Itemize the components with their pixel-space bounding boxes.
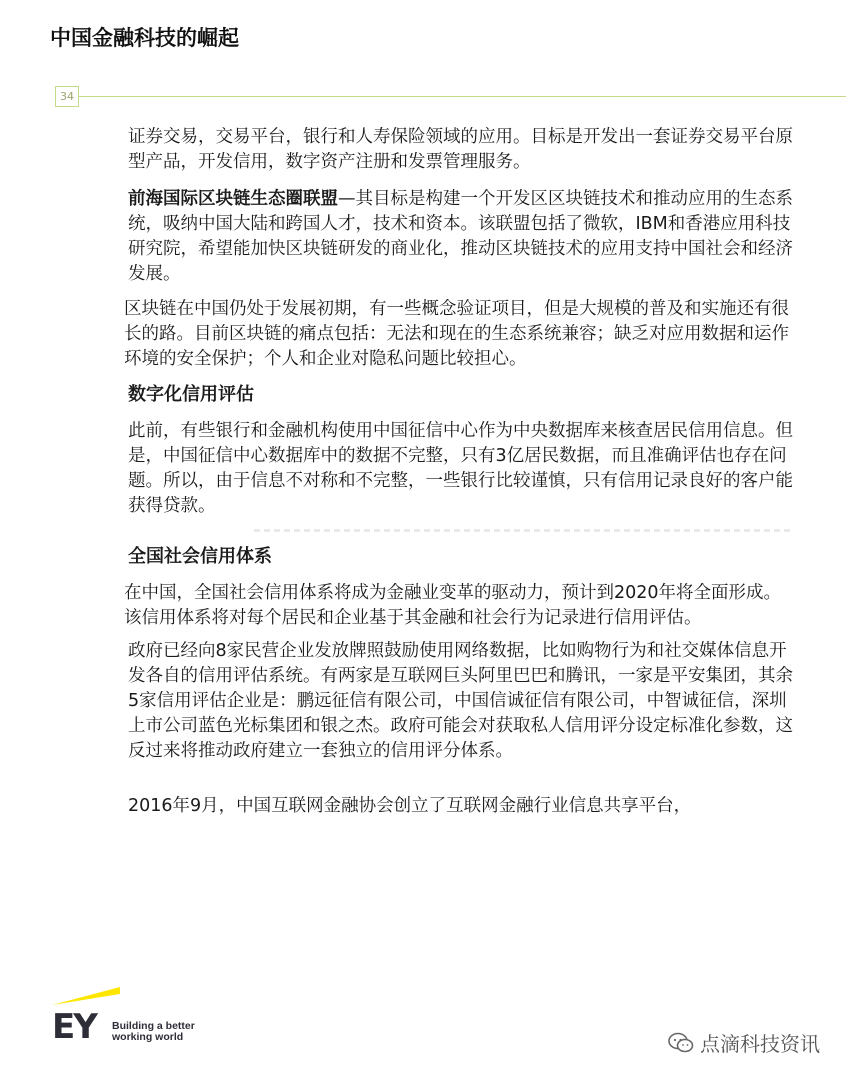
watermark-text: 点滴科技资讯 [700, 1032, 820, 1056]
faint-divider [254, 529, 794, 532]
header-divider [78, 96, 846, 97]
paragraph-credit-center: 此前，有些银行和金融机构使用中国征信中心作为中央数据库来核查居民信用信息。但是，中国征信中心数据库中的数据不完整，只有3亿居民数据，而且准确评估也存在问题。所以，由于信息不对称和不完整，一些银行比较谨慎，只有信用记录良好的客户能获得贷款。 [128, 421, 793, 516]
tagline-line-1: Building a better [112, 1020, 195, 1032]
page-header-title: 中国金融科技的崛起 [50, 26, 239, 50]
alliance-name: 前海国际区块链生态圈联盟 [128, 189, 338, 209]
paragraph-qianhai-alliance [124, 187, 794, 287]
heading-digital-credit: 数字化信用评估 [128, 384, 254, 405]
ey-tagline [112, 1021, 195, 1043]
paragraph-blockchain-status: 区块链在中国仍处于发展初期，有一些概念验证项目，但是大规模的普及和实施还有很长的路。目前区块链的痛点包括：无法和现在的生态系统兼容；缺乏对应用数据和运作环境的安全保护；个人和企业对隐私问题比较担心。 [124, 299, 789, 369]
ey-logo-text: EY [52, 1007, 96, 1047]
heading-social-credit: 全国社会信用体系 [128, 546, 272, 567]
paragraph-securities: 证券交易，交易平台，银行和人寿保险领域的应用。目标是开发出一套证券交易平台原型产品，开发信用，数字资产注册和发票管理服务。 [128, 127, 793, 172]
paragraph-licenses: 政府已经向8家民营企业发放牌照鼓励使用网络数据，比如购物行为和社交媒体信息开发各自的信用评估系统。有两家是互联网巨头阿里巴巴和腾讯，一家是平安集团，其余5家信用评估企业是：鹏远征信有限公司，中国信诚征信有限公司，中智诚征信，深圳上市公司蓝色光标集团和银之杰。政府可能会对获取私人信用评分设定标准化参数，这反过来将推动政府建立一套独立的信用评分体系。 [128, 641, 793, 761]
tagline-line-2: working world [112, 1031, 184, 1043]
paragraph-social-credit: 在中国，全国社会信用体系将成为金融业变革的驱动力，预计到2020年将全面形成。该信用体系将对每个居民和企业基于其金融和社会行为记录进行信用评估。 [124, 583, 782, 628]
ey-beam-icon [50, 985, 122, 1007]
wechat-watermark [668, 1028, 820, 1057]
paragraph-2016: 2016年9月，中国互联网金融协会创立了互联网金融行业信息共享平台， [128, 796, 692, 816]
ey-logo [50, 985, 210, 1045]
alliance-description: —其目标是构建一个开发区区块链技术和推动应用的生态系统，吸纳中国大陆和跨国人才，技术和资本。该联盟包括了微软，IBM和香港应用科技研究院，希望能加快区块链研发的商业化，推动区块链技术的应用支持中国社会和经济发展。 [128, 189, 793, 284]
wechat-icon [668, 1032, 694, 1054]
document-body [124, 125, 794, 819]
page-number: 34 [55, 86, 79, 107]
